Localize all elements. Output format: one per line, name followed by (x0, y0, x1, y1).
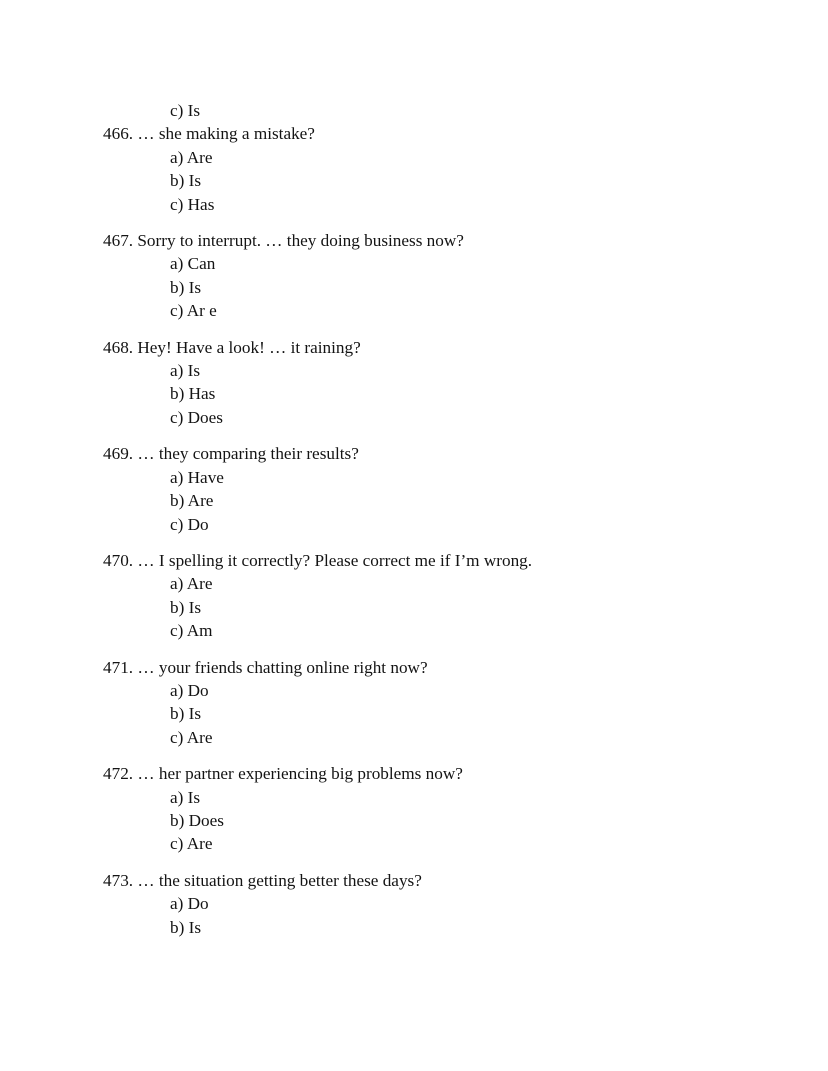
question-prompt: 467. Sorry to interrupt. … they doing business now? (103, 231, 464, 251)
question-prompt: 472. … her partner experiencing big problems now? (103, 764, 463, 784)
option-item[interactable]: a) Are (170, 147, 213, 167)
question-block (103, 656, 743, 750)
option-list (103, 572, 743, 642)
option-item[interactable]: b) Is (170, 917, 202, 937)
option-item[interactable]: b) Does (170, 810, 224, 830)
option-item[interactable]: c) Do (170, 514, 209, 534)
option-item[interactable]: a) Do (170, 894, 209, 914)
option-list (103, 892, 743, 939)
option-item[interactable]: a) Is (170, 361, 201, 381)
option-item[interactable]: c) Does (170, 407, 223, 427)
question-prompt: 471. … your friends chatting online right now? (103, 657, 428, 677)
question-prompt: 470. … I spelling it correctly? Please correct me if I’m wrong. (103, 550, 533, 570)
question-block (103, 549, 743, 643)
question-block (103, 869, 743, 939)
option-item[interactable]: b) Is (170, 171, 202, 191)
option-item[interactable]: c) Am (170, 621, 213, 641)
option-item[interactable]: b) Is (170, 597, 202, 617)
option-list (103, 146, 743, 216)
option-item[interactable]: a) Can (170, 254, 216, 274)
question-prompt: 469. … they comparing their results? (103, 444, 359, 464)
option-item[interactable]: a) Do (170, 680, 209, 700)
option-list (103, 786, 743, 856)
question-block (103, 442, 743, 536)
question-prompt: 466. … she making a mistake? (103, 124, 315, 144)
option-item[interactable]: b) Has (170, 384, 216, 404)
question-prompt: 473. … the situation getting better these days? (103, 870, 422, 890)
option-item[interactable]: c) Has (170, 194, 215, 214)
option-item[interactable]: b) Are (170, 491, 214, 511)
option-item[interactable]: a) Is (170, 787, 201, 807)
question-block (103, 762, 743, 856)
option-item[interactable]: b) Is (170, 277, 202, 297)
question-block (103, 336, 743, 430)
option-item[interactable]: a) Are (170, 574, 213, 594)
option-item[interactable]: b) Is (170, 704, 202, 724)
option-item[interactable]: c) Ar e (170, 301, 217, 321)
option-item[interactable]: c) Are (170, 834, 213, 854)
question-block (103, 229, 743, 323)
option-list (103, 359, 743, 429)
carryover-option: c) Is (170, 101, 201, 120)
option-item[interactable]: c) Are (170, 727, 213, 747)
option-list (103, 679, 743, 749)
question-prompt: 468. Hey! Have a look! … it raining? (103, 337, 361, 357)
option-list (103, 466, 743, 536)
question-list (103, 99, 743, 939)
question-block (103, 122, 743, 216)
option-list (103, 252, 743, 322)
option-item[interactable]: a) Have (170, 467, 224, 487)
questions-container (103, 122, 743, 939)
